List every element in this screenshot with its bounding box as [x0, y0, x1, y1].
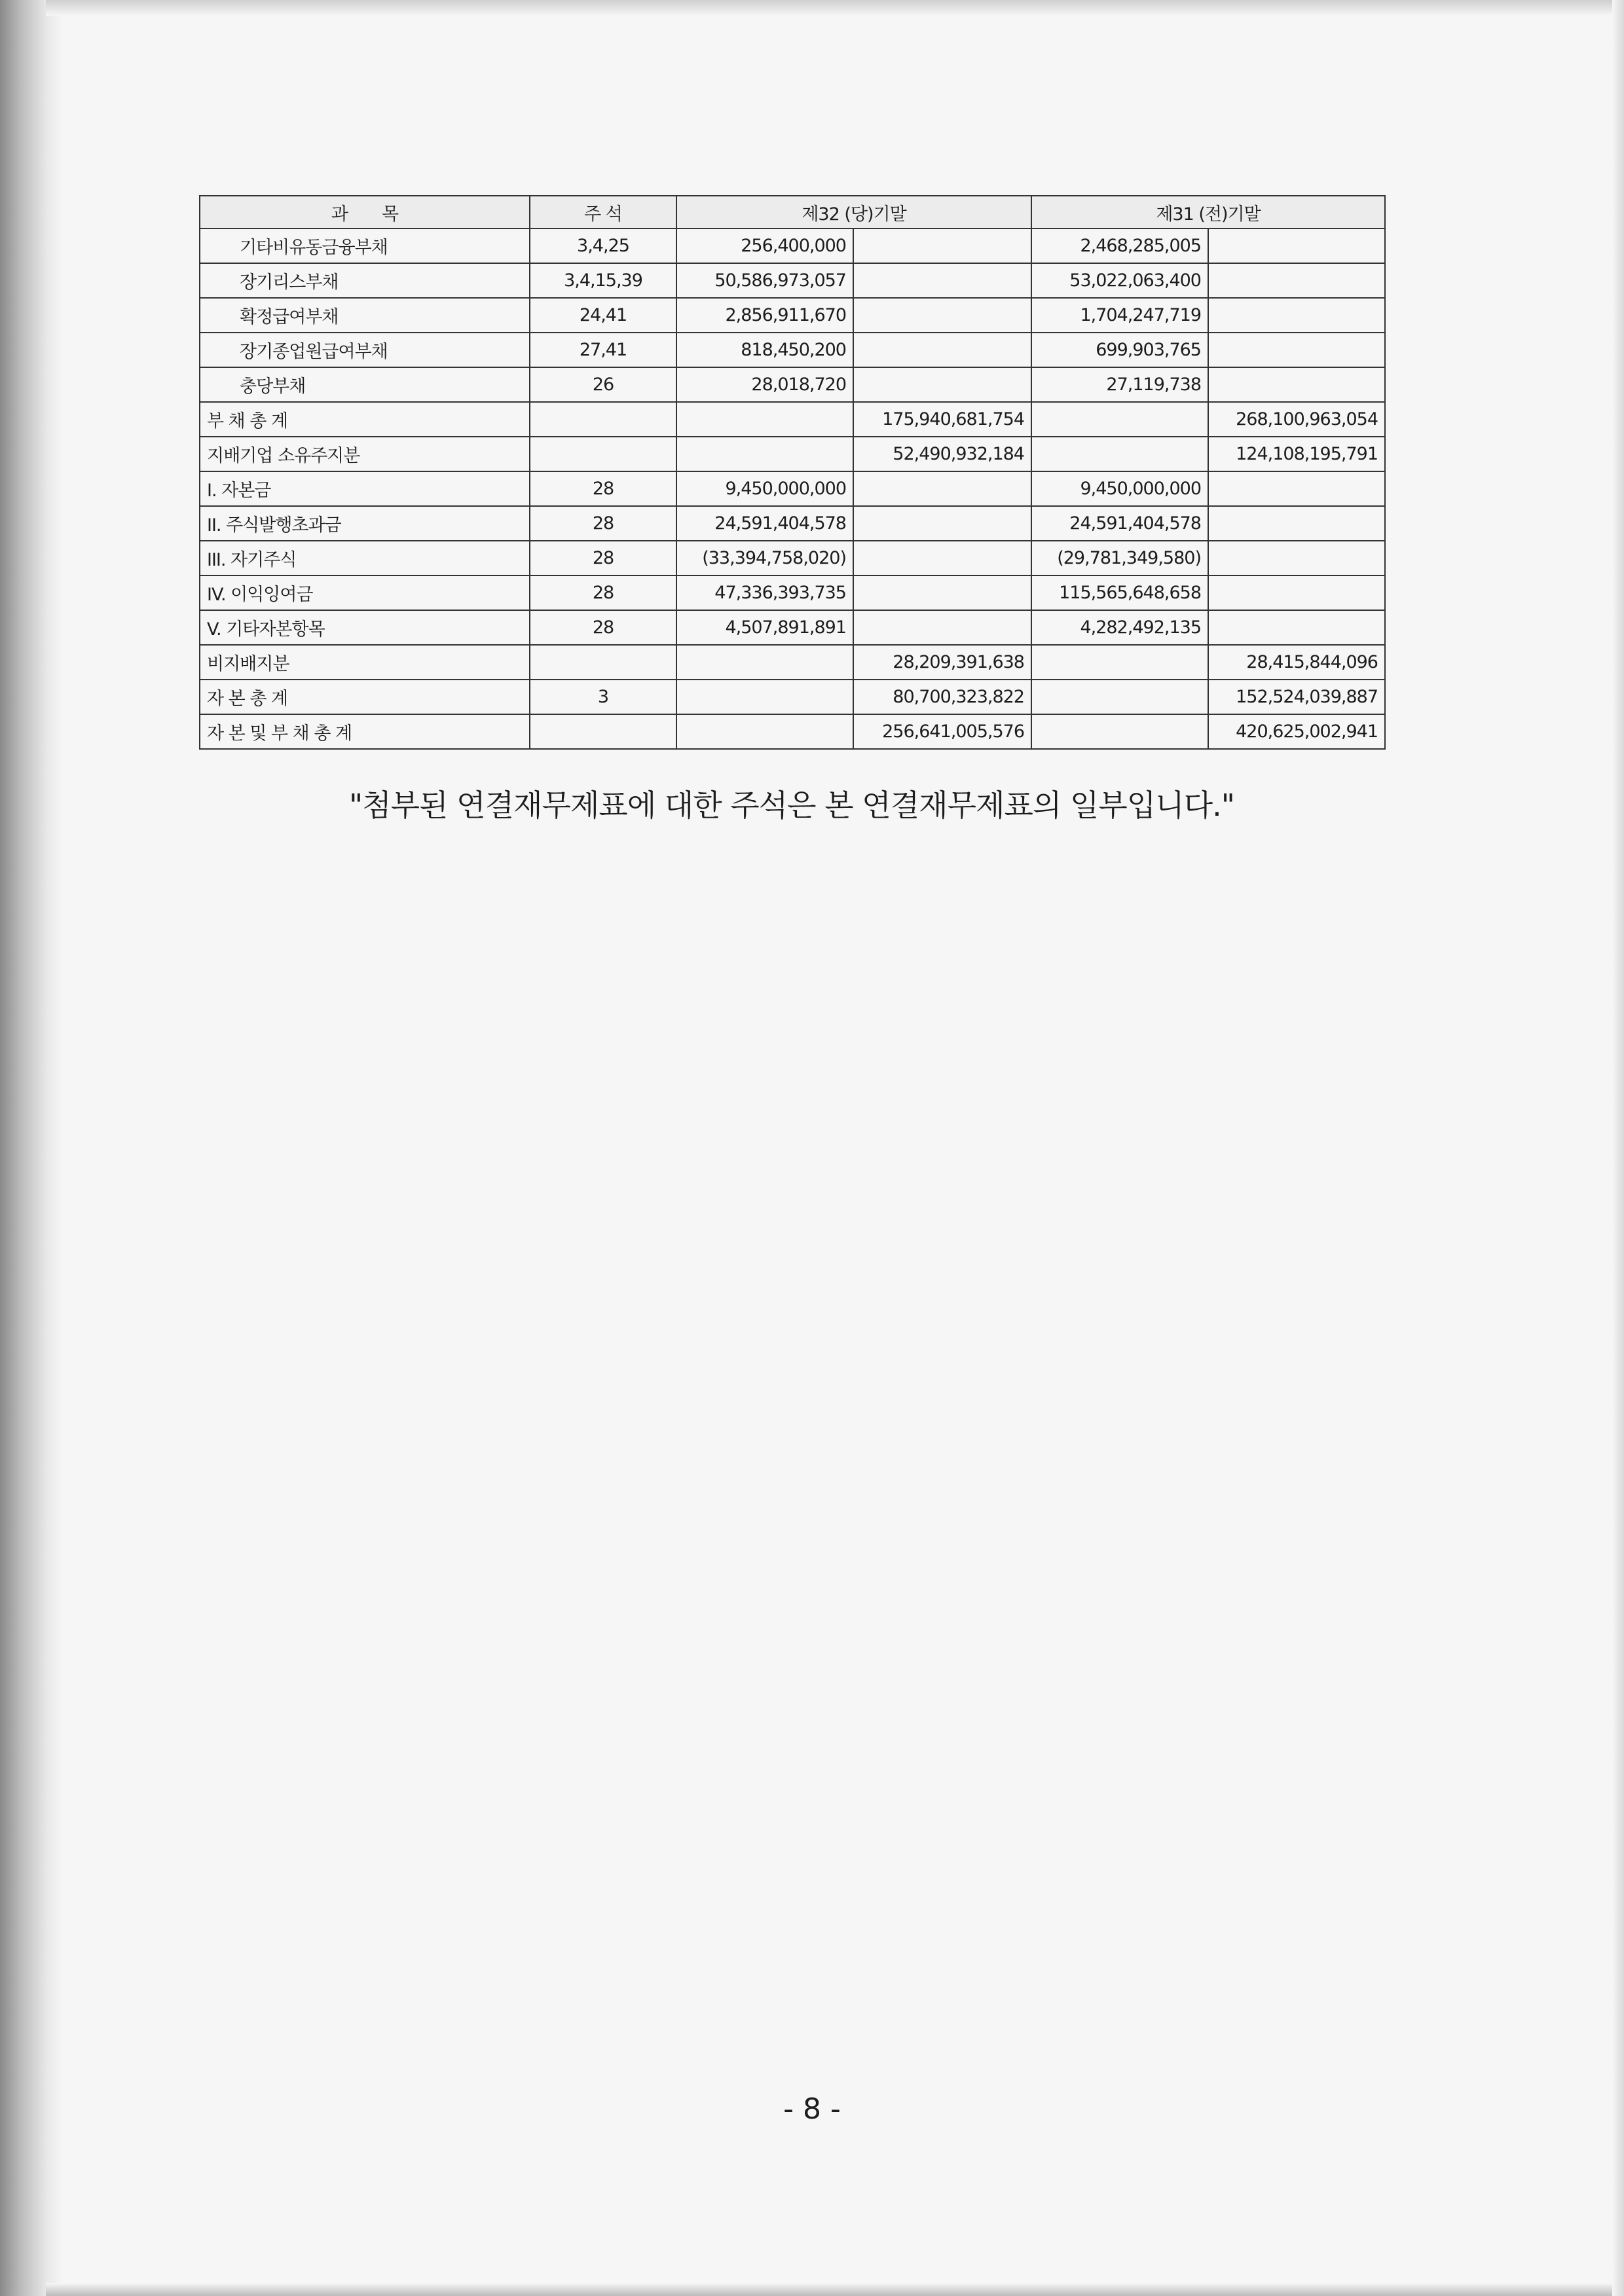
row-note: 28: [530, 610, 676, 645]
row-note: 3,4,15,39: [530, 263, 676, 298]
row-current-detail: 818,450,200: [676, 333, 853, 367]
row-prior-detail: 24,591,404,578: [1031, 506, 1208, 541]
row-prior-total: [1208, 333, 1385, 367]
row-note: 28: [530, 506, 676, 541]
row-prior-total: [1208, 367, 1385, 402]
table-row: [200, 298, 1385, 333]
row-prior-detail: 2,468,285,005: [1031, 228, 1208, 263]
table-row: [200, 437, 1385, 471]
row-current-total: [853, 541, 1031, 575]
row-item-label: 확정급여부채: [200, 298, 530, 333]
row-note: 3: [530, 680, 676, 714]
row-current-detail: 256,400,000: [676, 228, 853, 263]
row-current-detail: [676, 437, 853, 471]
header-note: 주 석: [530, 196, 676, 228]
row-prior-detail: 9,450,000,000: [1031, 471, 1208, 506]
scan-shadow-bottom: [46, 2283, 1624, 2296]
row-current-detail: (33,394,758,020): [676, 541, 853, 575]
row-current-total: [853, 298, 1031, 333]
row-prior-detail: (29,781,349,580): [1031, 541, 1208, 575]
row-prior-detail: 115,565,648,658: [1031, 575, 1208, 610]
row-note: [530, 402, 676, 437]
page-number: - 8 -: [783, 2092, 841, 2126]
row-current-total: [853, 610, 1031, 645]
row-current-detail: 24,591,404,578: [676, 506, 853, 541]
row-current-detail: 28,018,720: [676, 367, 853, 402]
row-item-label: III. 자기주식: [200, 541, 530, 575]
row-prior-total: [1208, 506, 1385, 541]
table-row: [200, 367, 1385, 402]
row-prior-detail: [1031, 714, 1208, 749]
row-prior-total: [1208, 263, 1385, 298]
table-row: [200, 228, 1385, 263]
row-current-detail: 2,856,911,670: [676, 298, 853, 333]
row-note: [530, 645, 676, 680]
scan-shadow-left: [0, 0, 62, 2296]
row-prior-total: 268,100,963,054: [1208, 402, 1385, 437]
row-prior-total: [1208, 471, 1385, 506]
row-current-detail: 50,586,973,057: [676, 263, 853, 298]
row-prior-detail: [1031, 437, 1208, 471]
row-prior-total: 152,524,039,887: [1208, 680, 1385, 714]
header-prior-period: 제31 (전)기말: [1031, 196, 1385, 228]
row-item-label: IV. 이익잉여금: [200, 575, 530, 610]
row-item-label: 지배기업 소유주지분: [200, 437, 530, 471]
footnote: "첨부된 연결재무제표에 대한 주석은 본 연결재무제표의 일부입니다.": [349, 788, 1234, 823]
row-current-detail: 9,450,000,000: [676, 471, 853, 506]
row-current-total: [853, 575, 1031, 610]
row-prior-total: 28,415,844,096: [1208, 645, 1385, 680]
table-row: [200, 333, 1385, 367]
row-item-label: 기타비유동금융부채: [200, 228, 530, 263]
row-note: 28: [530, 471, 676, 506]
row-note: 26: [530, 367, 676, 402]
table-row: [200, 645, 1385, 680]
row-current-total: [853, 263, 1031, 298]
table-body: [200, 228, 1385, 749]
row-current-total: 52,490,932,184: [853, 437, 1031, 471]
row-item-label: 장기리스부채: [200, 263, 530, 298]
table-row: [200, 471, 1385, 506]
row-prior-detail: [1031, 680, 1208, 714]
row-item-label: II. 주식발행초과금: [200, 506, 530, 541]
scan-shadow-top: [46, 0, 1624, 16]
row-note: 27,41: [530, 333, 676, 367]
row-current-total: [853, 333, 1031, 367]
row-current-detail: [676, 714, 853, 749]
row-current-total: 28,209,391,638: [853, 645, 1031, 680]
row-item-label: 자 본 및 부 채 총 계: [200, 714, 530, 749]
financial-statement-table: [199, 195, 1386, 750]
row-prior-detail: 699,903,765: [1031, 333, 1208, 367]
row-prior-total: 420,625,002,941: [1208, 714, 1385, 749]
row-current-total: [853, 367, 1031, 402]
row-prior-total: [1208, 610, 1385, 645]
row-note: 28: [530, 575, 676, 610]
row-current-total: [853, 228, 1031, 263]
row-current-detail: [676, 680, 853, 714]
table-row: [200, 263, 1385, 298]
row-prior-total: 124,108,195,791: [1208, 437, 1385, 471]
row-prior-total: [1208, 228, 1385, 263]
row-note: 3,4,25: [530, 228, 676, 263]
row-current-detail: 47,336,393,735: [676, 575, 853, 610]
row-item-label: 비지배지분: [200, 645, 530, 680]
row-prior-detail: 53,022,063,400: [1031, 263, 1208, 298]
row-item-label: I. 자본금: [200, 471, 530, 506]
row-prior-detail: [1031, 402, 1208, 437]
table-row: [200, 680, 1385, 714]
row-prior-detail: [1031, 645, 1208, 680]
row-current-total: [853, 506, 1031, 541]
scan-shadow-right: [1612, 0, 1624, 2296]
row-item-label: 부 채 총 계: [200, 402, 530, 437]
row-current-total: 256,641,005,576: [853, 714, 1031, 749]
row-item-label: 충당부채: [200, 367, 530, 402]
row-note: [530, 437, 676, 471]
row-note: 24,41: [530, 298, 676, 333]
table-row: [200, 575, 1385, 610]
row-prior-total: [1208, 541, 1385, 575]
row-item-label: V. 기타자본항목: [200, 610, 530, 645]
header-current-period: 제32 (당)기말: [676, 196, 1031, 228]
row-note: 28: [530, 541, 676, 575]
row-current-total: 80,700,323,822: [853, 680, 1031, 714]
row-current-detail: 4,507,891,891: [676, 610, 853, 645]
row-prior-detail: 1,704,247,719: [1031, 298, 1208, 333]
row-current-detail: [676, 645, 853, 680]
row-note: [530, 714, 676, 749]
row-prior-total: [1208, 298, 1385, 333]
row-item-label: 장기종업원급여부채: [200, 333, 530, 367]
table-header-row: [200, 196, 1385, 228]
header-item: 과 목: [200, 196, 530, 228]
row-item-label: 자 본 총 계: [200, 680, 530, 714]
table-row: [200, 714, 1385, 749]
table-row: [200, 506, 1385, 541]
row-prior-detail: 27,119,738: [1031, 367, 1208, 402]
row-prior-detail: 4,282,492,135: [1031, 610, 1208, 645]
table-row: [200, 402, 1385, 437]
row-current-detail: [676, 402, 853, 437]
row-current-total: [853, 471, 1031, 506]
table-row: [200, 541, 1385, 575]
table-row: [200, 610, 1385, 645]
row-current-total: 175,940,681,754: [853, 402, 1031, 437]
row-prior-total: [1208, 575, 1385, 610]
